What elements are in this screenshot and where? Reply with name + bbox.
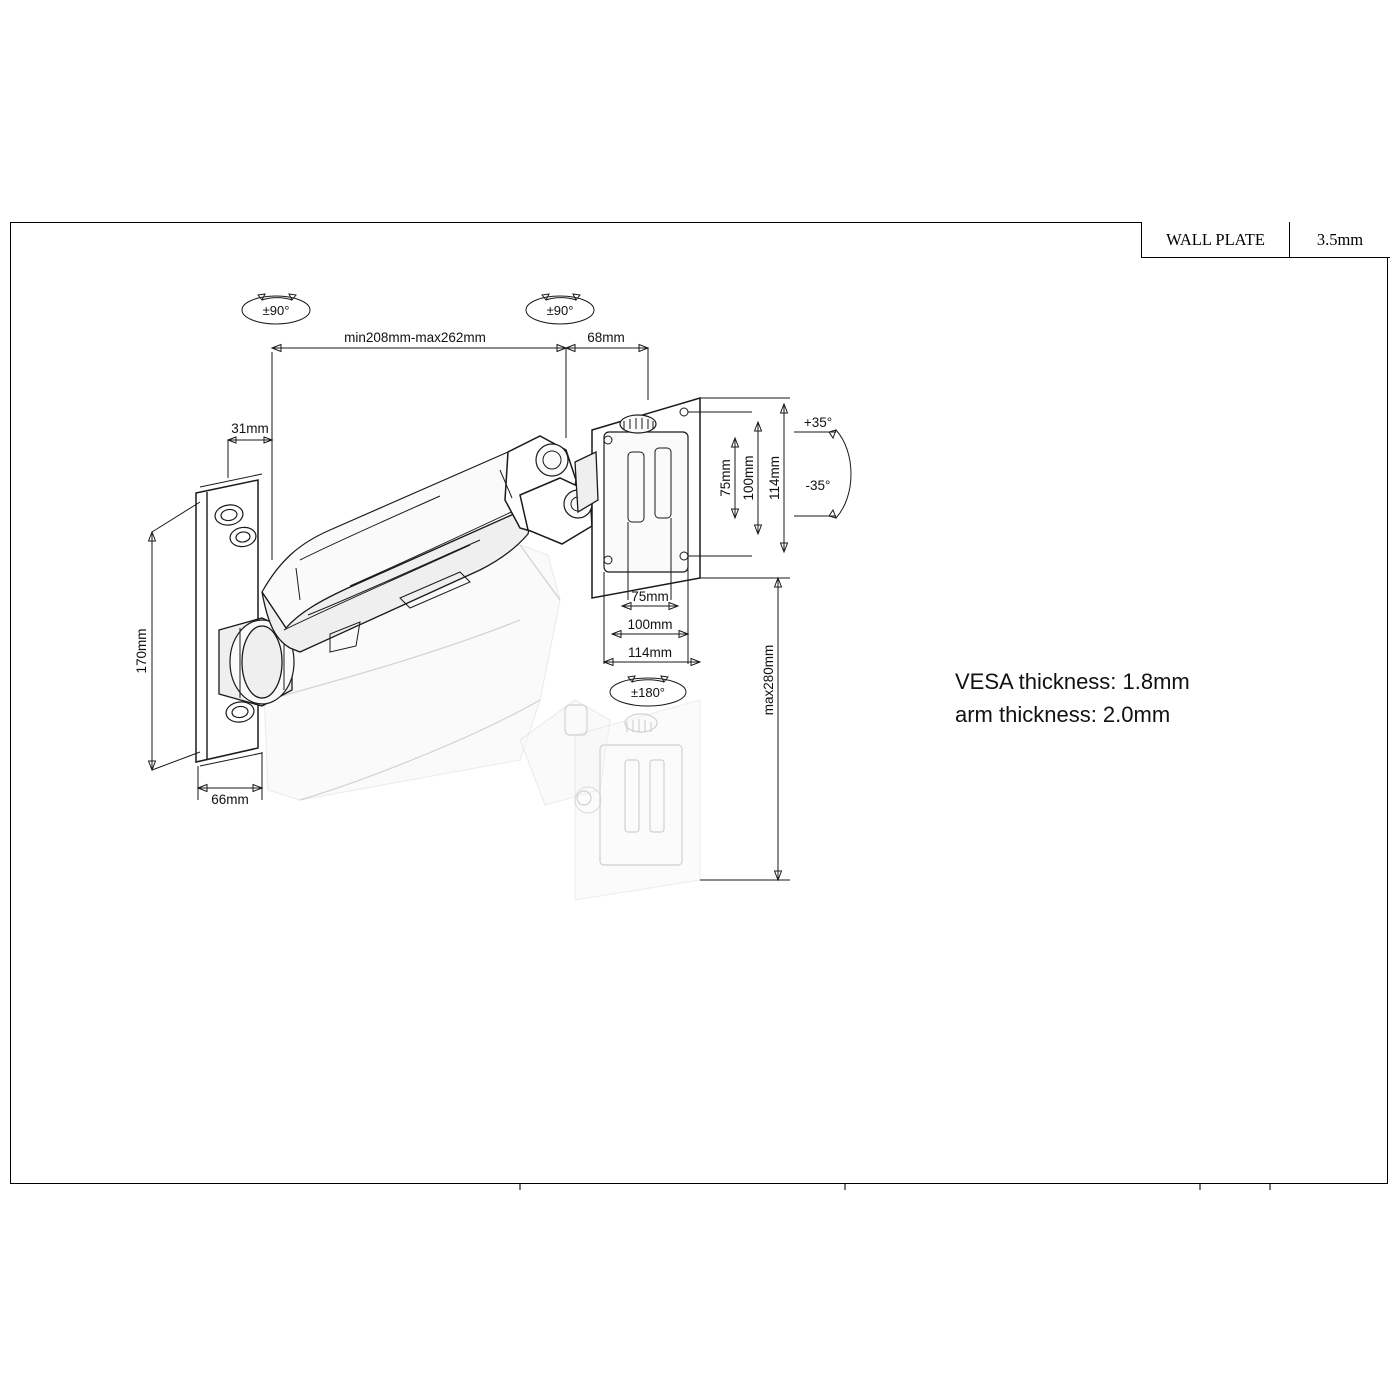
dim-label-vesa-v-75: 75mm: [718, 459, 733, 497]
dim-label-vesa-h-75: 75mm: [631, 589, 669, 604]
note-vesa-thickness: VESA thickness: 1.8mm: [955, 669, 1190, 694]
dim-label-31mm: 31mm: [231, 421, 269, 436]
dim-label-max280mm: max280mm: [761, 644, 776, 716]
title-block-value: 3.5mm: [1316, 229, 1364, 249]
dim-label-vesa-h-100: 100mm: [627, 617, 673, 632]
note-arm-thickness: arm thickness: 2.0mm: [955, 702, 1171, 727]
dim-label-vesa-h-114: 114mm: [627, 645, 673, 660]
dim-label-170mm: 170mm: [134, 628, 149, 674]
notes-block: [955, 665, 1190, 731]
title-block: [1141, 222, 1390, 258]
dim-label-vesa-v-114: 114mm: [767, 455, 782, 501]
dim-label-68mm: 68mm: [587, 330, 625, 345]
dim-label-vesa-v-100: 100mm: [741, 455, 756, 501]
angle-label-swivel-base: ±90°: [262, 303, 290, 318]
dim-label-extension: min208mm-max262mm: [344, 330, 486, 345]
angle-label-tilt-up: +35°: [803, 415, 833, 430]
angle-label-tilt-down: -35°: [805, 478, 831, 493]
frame-bottom-ticks: [520, 1184, 1270, 1190]
title-block-label: WALL PLATE: [1142, 222, 1290, 257]
angle-label-swivel-head: ±90°: [546, 303, 574, 318]
angle-label-rotation: ±180°: [630, 685, 666, 700]
dim-label-66mm: 66mm: [211, 792, 249, 807]
